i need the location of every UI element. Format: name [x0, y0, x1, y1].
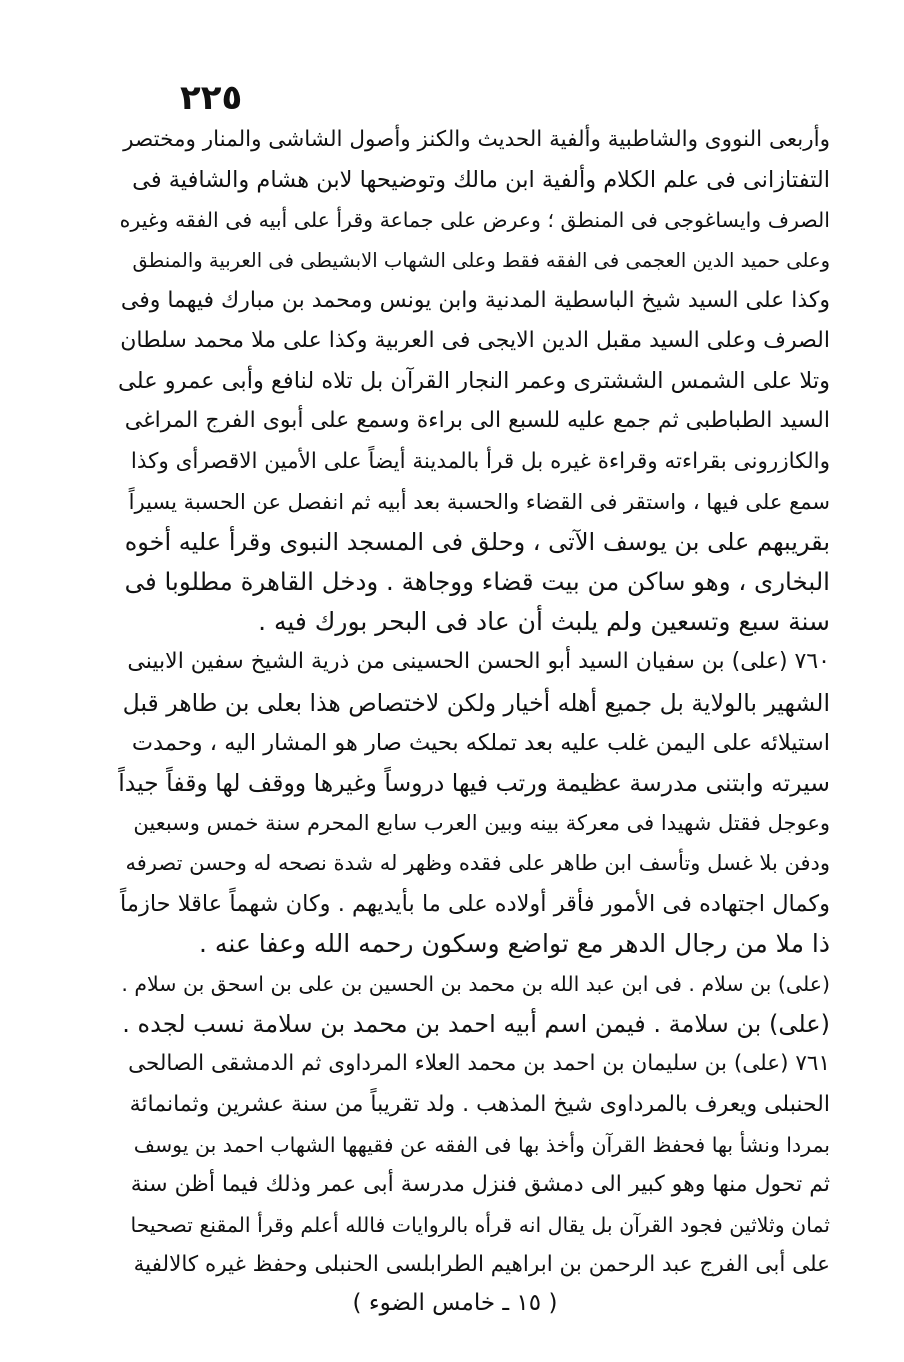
text-line: وعوجل فقتل شهيدا فى معركة بينه وبين العرب سابع المحرم سنة خمس وسبعين [133, 811, 830, 836]
text-line: البخارى ، وهو ساكن من بيت قضاء ووجاهة . ودخل القاهرة مطلوبا فى [124, 567, 830, 597]
text-line: الحنبلى ويعرف بالمرداوى شيخ المذهب . ولد تقريباً من سنة عشرين وثمانمائة [129, 1091, 830, 1117]
text-line: وأربعى النووى والشاطبية وألفية الحديث والكنز وأصول الشاشى والمنار ومختصر [123, 127, 830, 152]
text-line: سنة سبع وتسعين ولم يلبث أن عاد فى البحر بورك فيه . [258, 607, 830, 637]
text-line: وكمال اجتهاده فى الأمور فأقر أولاده على ما بأيديهم . وكان شهماً عاقلا حازماً [120, 890, 830, 917]
text-line: (على) بن سلام . فى ابن عبد الله بن محمد بن الحسين بن على بن اسحق بن سلام . [121, 971, 830, 996]
text-line: سيرته وابتنى مدرسة عظيمة ورتب فيها دروساً وغيرها ووقف لها وقفاً جيداً [118, 769, 830, 797]
text-line: على أبى الفرج عبد الرحمن بن ابراهيم الطرابلسى الحنبلى وحفظ غيره كالالفية [133, 1252, 830, 1278]
text-line: بقريبهم على بن يوسف الآتى ، وحلق فى المسجد النبوى وقرأ عليه أخوه [124, 527, 830, 556]
text-line: ودفن بلا غسل وتأسف ابن طاهر على فقده وظهر له شدة نصحه له وحسن تصرفه [125, 851, 830, 876]
text-line: ثم تحول منها وهو كبير الى دمشق فنزل مدرسة أبى عمر وذلك فيما أظن سنة [130, 1171, 830, 1197]
text-line: ثمان وثلاثين فجود القرآن بل يقال انه قرأه بالروايات فالله أعلم وقرأ المقنع تصحيحا [130, 1213, 830, 1238]
body-text [118, 120, 830, 1285]
text-line: الشهير بالولاية بل جميع أهله أخيار ولكن لاختصاص هذا بعلى بن طاهر قبل [122, 688, 830, 717]
text-line: ذا ملا من رجال الدهر مع تواضع وسكون رحمه الله وعفا عنه . [199, 928, 830, 958]
text-line: ٧٦١ (على) بن سليمان بن احمد بن محمد العلاء المرداوى ثم الدمشقى الصالحى [128, 1051, 830, 1077]
text-line: والكازرونى بقراءته وقراءة غيره بل قرأ بالمدينة أيضاً على الأمين الاقصرأى وكذا [130, 448, 830, 474]
text-line: السيد الطباطبى ثم جمع عليه للسبع الى براءة وسمع على أبوى الفرج المراغى [124, 408, 830, 434]
text-line: استيلائه على اليمن غلب عليه بعد تملكه بحيث صار هو المشار اليه ، وحمدت [131, 729, 830, 756]
text-line: التفتازانى فى علم الكلام وألفية ابن مالك وتوضيحها لابن هشام والشافية فى [132, 167, 830, 194]
text-line: وكذا على السيد شيخ الباسطية المدنية وابن يونس ومحمد بن مبارك فيهما وفى [120, 287, 830, 313]
text-line: الصرف وايساغوجى فى المنطق ؛ وعرض على جماعة وقرأ على أبيه فى الفقه وغيره [119, 208, 830, 233]
text-line: الصرف وعلى السيد مقبل الدين الايجى فى العربية وكذا على ملا محمد سلطان [120, 327, 830, 353]
signature-mark: ( ١٥ ـ خامس الضوء ) [352, 1290, 558, 1316]
text-line: ٧٦٠ (على) بن سفيان السيد أبو الحسن الحسينى من ذرية الشيخ سفين الابينى [127, 649, 830, 675]
text-line: سمع على فيها ، واستقر فى القضاء والحسبة بعد أبيه ثم انفصل عن الحسبة يسيراً [128, 489, 830, 514]
text-line: وتلا على الشمس الششترى وعمر النجار القرآن بل تلاه لنافع وأبى عمرو على [118, 368, 830, 395]
text-line: (على) بن سلامة . فيمن اسم أبيه احمد بن محمد بن سلامة نسب لجده . [122, 1010, 830, 1039]
page-number: ٢٢٥ [180, 78, 243, 118]
text-line: بمردا ونشأ بها فحفظ القرآن وأخذ بها فى الفقه عن فقيهها الشهاب احمد بن يوسف [133, 1132, 830, 1157]
text-line: وعلى حميد الدين العجمى فى الفقه فقط وعلى الشهاب الابشيطى فى العربية والمنطق [132, 248, 830, 272]
